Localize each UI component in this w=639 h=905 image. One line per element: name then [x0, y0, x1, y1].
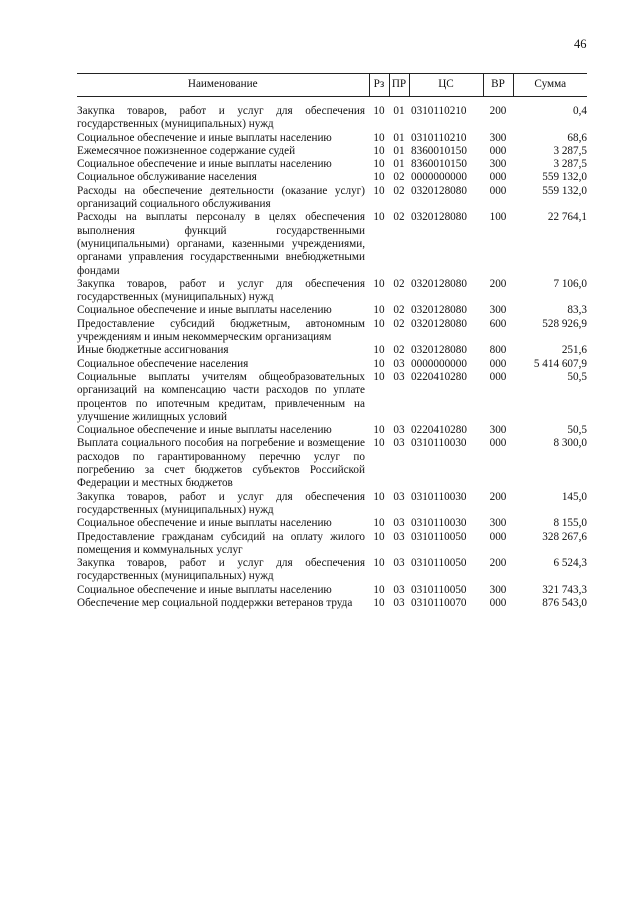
cell-pr: 03: [393, 370, 405, 383]
cell-pr: 03: [393, 517, 405, 530]
cell-name: Расходы на обеспечение деятельности (оказание услуг) организаций социального обслуживания: [77, 184, 365, 211]
cell-cs: 0320128080: [411, 277, 467, 290]
table-header-row: [77, 74, 587, 97]
cell-rz: 10: [373, 105, 385, 117]
cell-rz: 10: [373, 517, 385, 530]
cell-pr: 03: [393, 437, 405, 450]
cell-sum: 6 524,3: [553, 557, 587, 570]
cell-rz: 10: [373, 171, 385, 184]
cell-rz: 10: [373, 583, 385, 596]
table-row: [77, 371, 587, 424]
cell-rz: 10: [373, 557, 385, 570]
cell-pr: 02: [393, 344, 405, 357]
cell-name: Предоставление гражданам субсидий на оплату жилого помещения и коммунальных услуг: [77, 530, 365, 556]
cell-rz: 10: [373, 424, 385, 437]
table-row: [77, 171, 587, 184]
table-row: [77, 597, 587, 610]
cell-sum: 68,6: [567, 131, 587, 144]
cell-pr: 03: [393, 596, 405, 609]
cell-pr: 03: [393, 583, 405, 596]
cell-rz: 10: [373, 184, 385, 197]
cell-vr: 300: [489, 517, 507, 530]
header-name: Наименование: [77, 74, 369, 97]
cell-pr: 01: [393, 144, 405, 157]
cell-cs: 0320128080: [411, 344, 467, 357]
cell-rz: 10: [373, 158, 385, 171]
table-row: [77, 437, 587, 490]
cell-name: Социальное обеспечение и иные выплаты населению: [77, 158, 332, 171]
cell-pr: 01: [393, 105, 405, 117]
cell-pr: 02: [393, 317, 405, 330]
cell-cs: 0000000000: [411, 357, 467, 370]
cell-name: Социальные выплаты учителям общеобразовательных организаций на компенсацию части расходов по уплате процентов по ипотечным кредитам, привлеченным на улучшение жилищных условий: [77, 370, 365, 423]
cell-cs: 0310110210: [411, 131, 467, 144]
cell-name: Расходы на выплаты персоналу в целях обеспечения выполнения функций государственными (муниципальными) органами, казенными учреждениями, органами управления государственными внебюджетными фондами: [77, 211, 365, 277]
cell-rz: 10: [373, 131, 385, 144]
cell-rz: 10: [373, 211, 385, 224]
cell-name: Выплата социального пособия на погребение и возмещение расходов по гарантированному перечню услуг по погребению за счет бюджетов субъектов Российской Федерации и местных бюджетов: [77, 437, 365, 490]
cell-cs: 8360010150: [411, 144, 467, 157]
table-row: [77, 318, 587, 345]
cell-name: Предоставление субсидий бюджетным, автономным учреждениям и иным некоммерческим организациям: [77, 317, 365, 344]
cell-vr: 200: [489, 557, 507, 570]
cell-pr: 03: [393, 357, 405, 370]
table-row: [77, 132, 587, 145]
cell-vr: 300: [489, 583, 507, 596]
cell-pr: 01: [393, 131, 405, 144]
cell-pr: 02: [393, 304, 405, 317]
table-row: [77, 278, 587, 305]
table-row: [77, 105, 587, 132]
cell-vr: 200: [489, 277, 507, 290]
table-row: [77, 517, 587, 530]
table-row: [77, 584, 587, 597]
header-pr: ПР: [389, 74, 409, 97]
page-number: 46: [574, 37, 587, 51]
cell-rz: 10: [373, 530, 385, 543]
cell-cs: 0320128080: [411, 184, 467, 197]
cell-vr: 000: [489, 144, 507, 157]
cell-rz: 10: [373, 144, 385, 157]
cell-pr: 03: [393, 424, 405, 437]
table-row: [77, 344, 587, 357]
cell-cs: 0320128080: [411, 304, 467, 317]
cell-cs: 0310110030: [411, 517, 467, 530]
cell-pr: 02: [393, 184, 405, 197]
cell-cs: 0310110050: [411, 583, 467, 596]
cell-pr: 03: [393, 557, 405, 570]
cell-cs: 8360010150: [411, 158, 467, 171]
header-rz: Рз: [369, 74, 389, 97]
table-row: [77, 491, 587, 518]
table-row: [77, 531, 587, 558]
cell-pr: 03: [393, 530, 405, 543]
cell-sum: 8 300,0: [553, 437, 587, 450]
table-row: [77, 304, 587, 317]
cell-name: Закупка товаров, работ и услуг для обеспечения государственных (муниципальных) нужд: [77, 277, 365, 304]
cell-pr: 02: [393, 171, 405, 184]
cell-name: Социальное обеспечение и иные выплаты населению: [77, 304, 332, 317]
cell-cs: 0320128080: [411, 211, 467, 224]
cell-cs: 0220410280: [411, 424, 467, 437]
cell-name: Обеспечение мер социальной поддержки ветеранов труда: [77, 596, 353, 609]
cell-sum: 3 287,5: [553, 158, 587, 171]
cell-sum: 559 132,0: [542, 184, 587, 197]
header-vr: ВР: [483, 74, 513, 97]
cell-cs: 0000000000: [411, 171, 467, 184]
table-row: [77, 211, 587, 277]
cell-name: Закупка товаров, работ и услуг для обеспечения государственных (муниципальных) нужд: [77, 490, 365, 516]
cell-pr: 02: [393, 211, 405, 224]
cell-sum: 50,5: [567, 370, 587, 383]
cell-vr: 000: [489, 530, 507, 543]
cell-sum: 83,3: [567, 304, 587, 317]
cell-cs: 0310110050: [411, 530, 467, 543]
cell-rz: 10: [373, 317, 385, 330]
cell-rz: 10: [373, 357, 385, 370]
cell-rz: 10: [373, 490, 385, 503]
cell-pr: 03: [393, 490, 405, 503]
cell-sum: 0,4: [573, 105, 587, 117]
cell-vr: 000: [489, 596, 507, 609]
cell-cs: 0310110070: [411, 596, 467, 609]
cell-vr: 000: [489, 357, 507, 370]
cell-name: Ежемесячное пожизненное содержание судей: [77, 144, 296, 157]
cell-vr: 800: [489, 344, 507, 357]
table-row: [77, 158, 587, 171]
cell-sum: 7 106,0: [553, 277, 587, 290]
cell-sum: 145,0: [561, 490, 587, 503]
cell-cs: 0310110210: [411, 105, 467, 117]
cell-name: Социальное обеспечение и иные выплаты населению: [77, 583, 332, 596]
cell-name: Закупка товаров, работ и услуг для обеспечения государственных (муниципальных) нужд: [77, 105, 365, 131]
cell-vr: 000: [489, 437, 507, 450]
cell-vr: 200: [489, 105, 507, 117]
budget-table: [77, 73, 587, 610]
cell-vr: 300: [489, 424, 507, 437]
cell-sum: 528 926,9: [542, 317, 587, 330]
cell-name: Социальное обеспечение и иные выплаты населению: [77, 517, 332, 530]
cell-rz: 10: [373, 596, 385, 609]
cell-vr: 300: [489, 158, 507, 171]
table-row: [77, 424, 587, 437]
cell-vr: 300: [489, 131, 507, 144]
cell-rz: 10: [373, 370, 385, 383]
cell-sum: 22 764,1: [547, 211, 587, 224]
cell-rz: 10: [373, 304, 385, 317]
cell-name: Социальное обеспечение и иные выплаты населению: [77, 131, 332, 144]
cell-sum: 251,6: [561, 344, 587, 357]
cell-name: Социальное обеспечение и иные выплаты населению: [77, 424, 332, 437]
cell-sum: 876 543,0: [542, 596, 587, 609]
header-cs: ЦС: [409, 74, 483, 97]
cell-rz: 10: [373, 437, 385, 450]
table-row: [77, 145, 587, 158]
cell-rz: 10: [373, 344, 385, 357]
cell-sum: 328 267,6: [542, 530, 587, 543]
cell-pr: 02: [393, 277, 405, 290]
table-row: [77, 185, 587, 212]
cell-vr: 300: [489, 304, 507, 317]
cell-vr: 600: [489, 317, 507, 330]
cell-rz: 10: [373, 277, 385, 290]
cell-cs: 0310110030: [411, 490, 467, 503]
cell-cs: 0320128080: [411, 317, 467, 330]
cell-vr: 100: [489, 211, 507, 224]
cell-name: Социальное обслуживание населения: [77, 171, 257, 184]
table-row: [77, 358, 587, 371]
cell-cs: 0310110030: [411, 437, 467, 450]
cell-sum: 5 414 607,9: [533, 357, 587, 370]
cell-sum: 3 287,5: [553, 144, 587, 157]
cell-pr: 01: [393, 158, 405, 171]
cell-vr: 000: [489, 184, 507, 197]
cell-sum: 321 743,3: [542, 583, 587, 596]
cell-sum: 559 132,0: [542, 171, 587, 184]
cell-name: Закупка товаров, работ и услуг для обеспечения государственных (муниципальных) нужд: [77, 557, 365, 583]
cell-sum: 50,5: [567, 424, 587, 437]
cell-cs: 0310110050: [411, 557, 467, 570]
cell-cs: 0220410280: [411, 370, 467, 383]
table-row: [77, 557, 587, 584]
cell-vr: 200: [489, 490, 507, 503]
cell-sum: 8 155,0: [553, 517, 587, 530]
cell-name: Социальное обеспечение населения: [77, 357, 249, 370]
cell-vr: 000: [489, 171, 507, 184]
cell-vr: 000: [489, 370, 507, 383]
cell-name: Иные бюджетные ассигнования: [77, 344, 229, 357]
header-sum: Сумма: [513, 74, 587, 97]
